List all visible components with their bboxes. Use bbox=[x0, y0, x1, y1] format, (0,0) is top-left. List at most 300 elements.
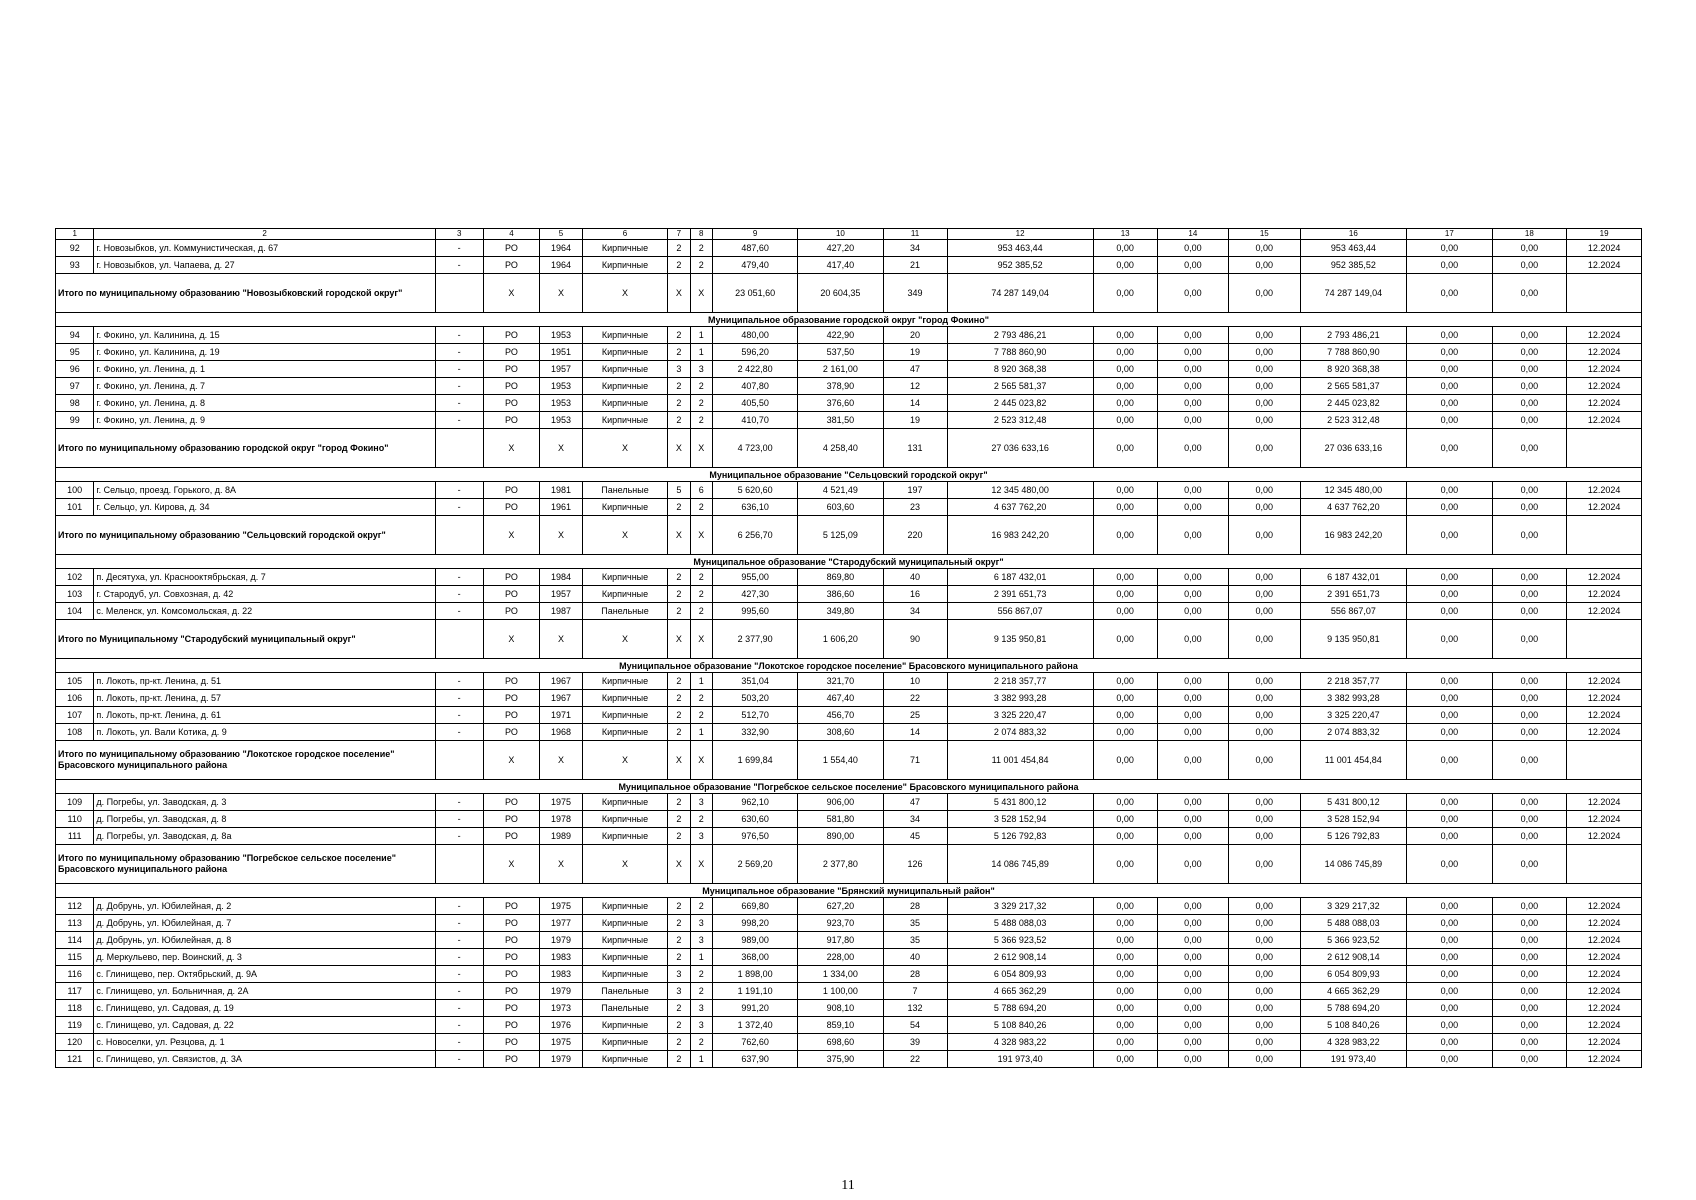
total-cell: 0,00 bbox=[1492, 429, 1567, 468]
table-cell: 0,00 bbox=[1229, 257, 1300, 274]
total-cell: 27 036 633,16 bbox=[947, 429, 1093, 468]
table-cell: 410,70 bbox=[712, 412, 797, 429]
table-cell: 0,00 bbox=[1492, 1000, 1567, 1017]
table-cell: РО bbox=[483, 361, 540, 378]
table-row bbox=[56, 915, 1642, 932]
table-cell: РО bbox=[483, 482, 540, 499]
table-cell: 698,60 bbox=[798, 1034, 883, 1051]
table-row bbox=[56, 257, 1642, 274]
table-cell: 321,70 bbox=[798, 673, 883, 690]
total-cell: 1 554,40 bbox=[798, 741, 883, 780]
table-cell: 2 bbox=[690, 603, 712, 620]
table-cell: 2 bbox=[690, 412, 712, 429]
total-cell: Х bbox=[582, 620, 667, 659]
table-cell: 0,00 bbox=[1492, 794, 1567, 811]
total-cell: 2 569,20 bbox=[712, 845, 797, 884]
total-cell: 126 bbox=[883, 845, 947, 884]
section-title: Муниципальное образование "Брянский муниципальный район" bbox=[56, 884, 1642, 898]
housing-repair-table bbox=[55, 228, 1642, 1068]
table-cell: 0,00 bbox=[1229, 412, 1300, 429]
table-cell: 97 bbox=[56, 378, 94, 395]
table-cell: 630,60 bbox=[712, 811, 797, 828]
table-cell: 2 565 581,37 bbox=[947, 378, 1093, 395]
table-cell: 0,00 bbox=[1407, 1017, 1492, 1034]
table-cell: 12.2024 bbox=[1567, 898, 1642, 915]
table-cell: 0,00 bbox=[1093, 690, 1157, 707]
table-cell: - bbox=[435, 915, 483, 932]
total-cell: 0,00 bbox=[1407, 274, 1492, 313]
section-title: Муниципальное образование "Стародубский муниципальный округ" bbox=[56, 555, 1642, 569]
table-cell: 0,00 bbox=[1492, 673, 1567, 690]
table-cell: 6 bbox=[690, 482, 712, 499]
table-cell: Кирпичные bbox=[582, 569, 667, 586]
table-cell: 0,00 bbox=[1093, 327, 1157, 344]
table-row bbox=[56, 569, 1642, 586]
table-cell: 2 bbox=[690, 257, 712, 274]
table-cell: 14 bbox=[883, 724, 947, 741]
table-cell: Кирпичные bbox=[582, 932, 667, 949]
table-cell: 19 bbox=[883, 412, 947, 429]
table-cell: 1 bbox=[690, 949, 712, 966]
table-cell: - bbox=[435, 1034, 483, 1051]
table-cell: - bbox=[435, 673, 483, 690]
table-cell: 955,00 bbox=[712, 569, 797, 586]
total-cell: 71 bbox=[883, 741, 947, 780]
table-cell: 381,50 bbox=[798, 412, 883, 429]
table-cell: 0,00 bbox=[1407, 240, 1492, 257]
table-cell: 0,00 bbox=[1492, 898, 1567, 915]
total-cell: 2 377,90 bbox=[712, 620, 797, 659]
table-cell: 1973 bbox=[540, 1000, 583, 1017]
table-cell: 47 bbox=[883, 794, 947, 811]
table-cell: 99 bbox=[56, 412, 94, 429]
table-cell: 2 bbox=[690, 966, 712, 983]
total-cell: 0,00 bbox=[1093, 741, 1157, 780]
address-cell: с. Глинищево, ул. Садовая, д. 22 bbox=[94, 1017, 435, 1034]
address-cell: г. Стародуб, ул. Совхозная, д. 42 bbox=[94, 586, 435, 603]
table-cell: 3 382 993,28 bbox=[1300, 690, 1407, 707]
table-row bbox=[56, 966, 1642, 983]
table-cell: - bbox=[435, 794, 483, 811]
table-cell: 112 bbox=[56, 898, 94, 915]
table-cell: - bbox=[435, 690, 483, 707]
total-cell: 0,00 bbox=[1229, 429, 1300, 468]
table-cell: 12.2024 bbox=[1567, 569, 1642, 586]
table-cell: 0,00 bbox=[1492, 966, 1567, 983]
total-row bbox=[56, 429, 1642, 468]
table-cell: 2 bbox=[668, 932, 690, 949]
table-row bbox=[56, 586, 1642, 603]
total-cell: 9 135 950,81 bbox=[1300, 620, 1407, 659]
total-cell: 0,00 bbox=[1093, 429, 1157, 468]
table-cell: 2 612 908,14 bbox=[1300, 949, 1407, 966]
section-row bbox=[56, 884, 1642, 898]
total-row bbox=[56, 741, 1642, 780]
table-cell: 0,00 bbox=[1093, 949, 1157, 966]
total-cell: Х bbox=[582, 845, 667, 884]
total-cell bbox=[1567, 620, 1642, 659]
table-cell: 386,60 bbox=[798, 586, 883, 603]
table-cell: Кирпичные bbox=[582, 1034, 667, 1051]
table-row bbox=[56, 949, 1642, 966]
table-cell: Кирпичные bbox=[582, 240, 667, 257]
table-cell: 0,00 bbox=[1492, 828, 1567, 845]
table-cell: 21 bbox=[883, 257, 947, 274]
table-cell: 2 bbox=[668, 724, 690, 741]
table-cell: 0,00 bbox=[1229, 586, 1300, 603]
table-cell: 1984 bbox=[540, 569, 583, 586]
table-cell: 2 bbox=[690, 1034, 712, 1051]
total-cell: Х bbox=[540, 741, 583, 780]
table-cell: 4 665 362,29 bbox=[1300, 983, 1407, 1000]
total-cell: Х bbox=[540, 845, 583, 884]
table-cell: Кирпичные bbox=[582, 327, 667, 344]
table-cell: 3 329 217,32 bbox=[1300, 898, 1407, 915]
table-cell: РО bbox=[483, 794, 540, 811]
section-title: Муниципальное образование "Погребское сельское поселение" Брасовского муниципального района bbox=[56, 780, 1642, 794]
table-cell: РО bbox=[483, 1000, 540, 1017]
table-cell: 5 bbox=[668, 482, 690, 499]
table-cell: 0,00 bbox=[1157, 482, 1228, 499]
column-number: 13 bbox=[1093, 229, 1157, 240]
total-cell: Х bbox=[540, 620, 583, 659]
table-row bbox=[56, 707, 1642, 724]
table-cell: 0,00 bbox=[1407, 1034, 1492, 1051]
table-cell: 1983 bbox=[540, 966, 583, 983]
table-cell: 12.2024 bbox=[1567, 327, 1642, 344]
table-cell: 0,00 bbox=[1229, 344, 1300, 361]
total-cell: 0,00 bbox=[1492, 274, 1567, 313]
total-cell: 0,00 bbox=[1157, 429, 1228, 468]
address-cell: п. Локоть, пр-кт. Ленина, д. 51 bbox=[94, 673, 435, 690]
total-cell: 0,00 bbox=[1492, 620, 1567, 659]
table-cell: 2 bbox=[668, 240, 690, 257]
total-cell: Х bbox=[690, 516, 712, 555]
table-cell: 0,00 bbox=[1093, 983, 1157, 1000]
table-cell: 0,00 bbox=[1157, 707, 1228, 724]
total-row bbox=[56, 620, 1642, 659]
table-cell: - bbox=[435, 603, 483, 620]
total-cell: 131 bbox=[883, 429, 947, 468]
table-cell: 12 345 480,00 bbox=[1300, 482, 1407, 499]
table-cell: 119 bbox=[56, 1017, 94, 1034]
table-cell: - bbox=[435, 344, 483, 361]
table-cell: 0,00 bbox=[1492, 499, 1567, 516]
table-cell: 2 bbox=[690, 378, 712, 395]
table-cell: 0,00 bbox=[1407, 690, 1492, 707]
table-cell: 2 422,80 bbox=[712, 361, 797, 378]
total-cell: 16 983 242,20 bbox=[947, 516, 1093, 555]
table-cell: 102 bbox=[56, 569, 94, 586]
table-cell: 0,00 bbox=[1492, 1017, 1567, 1034]
table-cell: 2 793 486,21 bbox=[947, 327, 1093, 344]
total-cell: 0,00 bbox=[1093, 516, 1157, 555]
table-row bbox=[56, 378, 1642, 395]
table-row bbox=[56, 412, 1642, 429]
table-cell: 0,00 bbox=[1407, 361, 1492, 378]
table-cell: 5 126 792,83 bbox=[1300, 828, 1407, 845]
table-cell: 0,00 bbox=[1407, 811, 1492, 828]
total-cell: 0,00 bbox=[1157, 516, 1228, 555]
table-cell: 0,00 bbox=[1229, 915, 1300, 932]
table-cell: 1 bbox=[690, 673, 712, 690]
table-cell: 0,00 bbox=[1157, 794, 1228, 811]
table-cell: 12.2024 bbox=[1567, 915, 1642, 932]
table-cell: 991,20 bbox=[712, 1000, 797, 1017]
table-row bbox=[56, 1000, 1642, 1017]
table-cell: 4 328 983,22 bbox=[947, 1034, 1093, 1051]
table-cell: 0,00 bbox=[1229, 361, 1300, 378]
address-cell: г. Фокино, ул. Калинина, д. 15 bbox=[94, 327, 435, 344]
total-cell: 23 051,60 bbox=[712, 274, 797, 313]
table-cell: Кирпичные bbox=[582, 724, 667, 741]
table-cell: 351,04 bbox=[712, 673, 797, 690]
table-cell: 28 bbox=[883, 898, 947, 915]
table-cell: 0,00 bbox=[1492, 257, 1567, 274]
table-cell: 0,00 bbox=[1093, 915, 1157, 932]
table-cell: 3 528 152,94 bbox=[947, 811, 1093, 828]
total-cell bbox=[435, 741, 483, 780]
table-cell: Кирпичные bbox=[582, 361, 667, 378]
table-cell: 4 637 762,20 bbox=[1300, 499, 1407, 516]
table-cell: 12.2024 bbox=[1567, 724, 1642, 741]
total-cell: 11 001 454,84 bbox=[947, 741, 1093, 780]
total-row bbox=[56, 845, 1642, 884]
column-number: 10 bbox=[798, 229, 883, 240]
table-cell: 917,80 bbox=[798, 932, 883, 949]
table-cell: 998,20 bbox=[712, 915, 797, 932]
table-cell: Кирпичные bbox=[582, 499, 667, 516]
column-number: 7 bbox=[668, 229, 690, 240]
total-cell: Х bbox=[668, 274, 690, 313]
table-cell: 0,00 bbox=[1093, 898, 1157, 915]
address-cell: п. Десятуха, ул. Краснооктябрьская, д. 7 bbox=[94, 569, 435, 586]
table-cell: 5 366 923,52 bbox=[947, 932, 1093, 949]
table-row bbox=[56, 395, 1642, 412]
column-number: 4 bbox=[483, 229, 540, 240]
address-cell: с. Новоселки, ул. Резцова, д. 1 bbox=[94, 1034, 435, 1051]
column-number-row bbox=[56, 229, 1642, 240]
table-cell: 0,00 bbox=[1157, 724, 1228, 741]
table-cell: РО bbox=[483, 586, 540, 603]
total-cell bbox=[435, 516, 483, 555]
column-number: 16 bbox=[1300, 229, 1407, 240]
table-cell: 0,00 bbox=[1407, 915, 1492, 932]
table-cell: 0,00 bbox=[1093, 378, 1157, 395]
table-cell: 7 bbox=[883, 983, 947, 1000]
section-row bbox=[56, 659, 1642, 673]
table-cell: 12.2024 bbox=[1567, 257, 1642, 274]
table-cell: 12.2024 bbox=[1567, 482, 1642, 499]
table-cell: 0,00 bbox=[1492, 1034, 1567, 1051]
total-cell bbox=[435, 274, 483, 313]
table-cell: 0,00 bbox=[1492, 811, 1567, 828]
table-cell: 3 bbox=[690, 932, 712, 949]
table-cell: 0,00 bbox=[1229, 1034, 1300, 1051]
table-cell: 1 bbox=[690, 327, 712, 344]
table-cell: 0,00 bbox=[1157, 603, 1228, 620]
table-cell: 16 bbox=[883, 586, 947, 603]
table-cell: - bbox=[435, 707, 483, 724]
table-cell: 0,00 bbox=[1229, 983, 1300, 1000]
total-cell: Х bbox=[483, 274, 540, 313]
table-cell: 12.2024 bbox=[1567, 240, 1642, 257]
total-cell: 11 001 454,84 bbox=[1300, 741, 1407, 780]
total-cell: Х bbox=[582, 741, 667, 780]
table-cell: 12.2024 bbox=[1567, 673, 1642, 690]
total-label: Итого по Муниципальному "Стародубский муниципальный округ" bbox=[56, 620, 436, 659]
table-cell: 34 bbox=[883, 240, 947, 257]
table-cell: 7 788 860,90 bbox=[947, 344, 1093, 361]
table-cell: 2 bbox=[668, 898, 690, 915]
table-cell: 0,00 bbox=[1093, 603, 1157, 620]
table-cell: 4 521,49 bbox=[798, 482, 883, 499]
address-cell: г. Сельцо, проезд. Горького, д. 8А bbox=[94, 482, 435, 499]
table-cell: 596,20 bbox=[712, 344, 797, 361]
table-cell: 2 bbox=[668, 412, 690, 429]
table-cell: Кирпичные bbox=[582, 915, 667, 932]
table-cell: - bbox=[435, 828, 483, 845]
table-cell: Кирпичные bbox=[582, 1051, 667, 1068]
table-cell: 2 445 023,82 bbox=[1300, 395, 1407, 412]
table-cell: - bbox=[435, 395, 483, 412]
table-cell: - bbox=[435, 361, 483, 378]
table-row bbox=[56, 1017, 1642, 1034]
section-row bbox=[56, 313, 1642, 327]
table-row bbox=[56, 932, 1642, 949]
table-cell: 40 bbox=[883, 569, 947, 586]
total-cell: Х bbox=[668, 429, 690, 468]
table-cell: 427,30 bbox=[712, 586, 797, 603]
table-row bbox=[56, 898, 1642, 915]
table-cell: 2 bbox=[668, 707, 690, 724]
table-cell: 0,00 bbox=[1229, 811, 1300, 828]
table-cell: 2 bbox=[668, 257, 690, 274]
table-cell: 669,80 bbox=[712, 898, 797, 915]
table-row bbox=[56, 673, 1642, 690]
table-cell: РО bbox=[483, 932, 540, 949]
table-cell: 1979 bbox=[540, 1051, 583, 1068]
table-cell: РО bbox=[483, 915, 540, 932]
table-cell: 3 bbox=[690, 361, 712, 378]
table-cell: 2 218 357,77 bbox=[1300, 673, 1407, 690]
table-cell: - bbox=[435, 1051, 483, 1068]
table-cell: 0,00 bbox=[1407, 586, 1492, 603]
table-cell: 0,00 bbox=[1093, 1034, 1157, 1051]
table-cell: 2 bbox=[690, 811, 712, 828]
table-cell: 101 bbox=[56, 499, 94, 516]
table-cell: 0,00 bbox=[1093, 724, 1157, 741]
table-cell: 0,00 bbox=[1093, 569, 1157, 586]
address-cell: г. Фокино, ул. Ленина, д. 7 bbox=[94, 378, 435, 395]
table-cell: РО bbox=[483, 395, 540, 412]
table-cell: 512,70 bbox=[712, 707, 797, 724]
total-cell: Х bbox=[668, 516, 690, 555]
table-cell: 0,00 bbox=[1492, 569, 1567, 586]
table-cell: 0,00 bbox=[1157, 240, 1228, 257]
table-cell: 1961 bbox=[540, 499, 583, 516]
table-cell: - bbox=[435, 257, 483, 274]
total-cell: 0,00 bbox=[1093, 845, 1157, 884]
table-cell: 14 bbox=[883, 395, 947, 412]
table-cell: 952 385,52 bbox=[1300, 257, 1407, 274]
total-cell: 0,00 bbox=[1157, 845, 1228, 884]
table-cell: 116 bbox=[56, 966, 94, 983]
total-cell: Х bbox=[690, 845, 712, 884]
table-cell: 3 382 993,28 bbox=[947, 690, 1093, 707]
total-cell: Х bbox=[668, 741, 690, 780]
table-cell: 2 391 651,73 bbox=[947, 586, 1093, 603]
table-cell: 34 bbox=[883, 811, 947, 828]
table-cell: 117 bbox=[56, 983, 94, 1000]
table-cell: 5 488 088,03 bbox=[1300, 915, 1407, 932]
table-cell: 4 637 762,20 bbox=[947, 499, 1093, 516]
table-cell: 407,80 bbox=[712, 378, 797, 395]
total-cell: 14 086 745,89 bbox=[1300, 845, 1407, 884]
address-cell: г. Новозыбков, ул. Коммунистическая, д. 67 bbox=[94, 240, 435, 257]
total-label: Итого по муниципальному образованию "Погребское сельское поселение" Брасовского муниципального района bbox=[56, 845, 436, 884]
total-cell: Х bbox=[483, 741, 540, 780]
table-cell: 3 bbox=[690, 794, 712, 811]
table-cell: Кирпичные bbox=[582, 257, 667, 274]
table-cell: 1 bbox=[690, 1051, 712, 1068]
table-cell: 118 bbox=[56, 1000, 94, 1017]
table-cell: 0,00 bbox=[1157, 673, 1228, 690]
total-cell bbox=[435, 620, 483, 659]
table-cell: 109 bbox=[56, 794, 94, 811]
table-cell: 2 bbox=[668, 1051, 690, 1068]
table-cell: 45 bbox=[883, 828, 947, 845]
table-cell: 0,00 bbox=[1407, 378, 1492, 395]
table-cell: 456,70 bbox=[798, 707, 883, 724]
table-cell: 2 bbox=[668, 395, 690, 412]
table-cell: - bbox=[435, 1000, 483, 1017]
table-cell: 2 161,00 bbox=[798, 361, 883, 378]
table-cell: 6 054 809,93 bbox=[1300, 966, 1407, 983]
table-cell: 1 100,00 bbox=[798, 983, 883, 1000]
table-cell: 0,00 bbox=[1157, 1017, 1228, 1034]
table-row bbox=[56, 1051, 1642, 1068]
address-cell: с. Глинищево, ул. Садовая, д. 19 bbox=[94, 1000, 435, 1017]
table-cell: 0,00 bbox=[1492, 412, 1567, 429]
table-cell: 0,00 bbox=[1157, 949, 1228, 966]
table-cell: РО bbox=[483, 603, 540, 620]
table-cell: 20 bbox=[883, 327, 947, 344]
table-cell: 0,00 bbox=[1229, 569, 1300, 586]
total-cell: 0,00 bbox=[1492, 516, 1567, 555]
table-cell: 3 bbox=[690, 828, 712, 845]
table-cell: 0,00 bbox=[1407, 482, 1492, 499]
address-cell: г. Новозыбков, ул. Чапаева, д. 27 bbox=[94, 257, 435, 274]
table-cell: 890,00 bbox=[798, 828, 883, 845]
table-cell: 0,00 bbox=[1492, 707, 1567, 724]
table-cell: 12.2024 bbox=[1567, 1034, 1642, 1051]
total-cell: 4 723,00 bbox=[712, 429, 797, 468]
table-cell: 0,00 bbox=[1492, 361, 1567, 378]
table-cell: 0,00 bbox=[1492, 240, 1567, 257]
table-cell: 0,00 bbox=[1093, 482, 1157, 499]
total-cell: 0,00 bbox=[1093, 620, 1157, 659]
table-cell: 2 bbox=[668, 378, 690, 395]
table-cell: 989,00 bbox=[712, 932, 797, 949]
table-cell: 537,50 bbox=[798, 344, 883, 361]
table-cell: РО bbox=[483, 412, 540, 429]
table-cell: 0,00 bbox=[1229, 395, 1300, 412]
table-cell: 0,00 bbox=[1157, 828, 1228, 845]
table-row bbox=[56, 603, 1642, 620]
total-cell: 0,00 bbox=[1407, 516, 1492, 555]
column-number: 6 bbox=[582, 229, 667, 240]
